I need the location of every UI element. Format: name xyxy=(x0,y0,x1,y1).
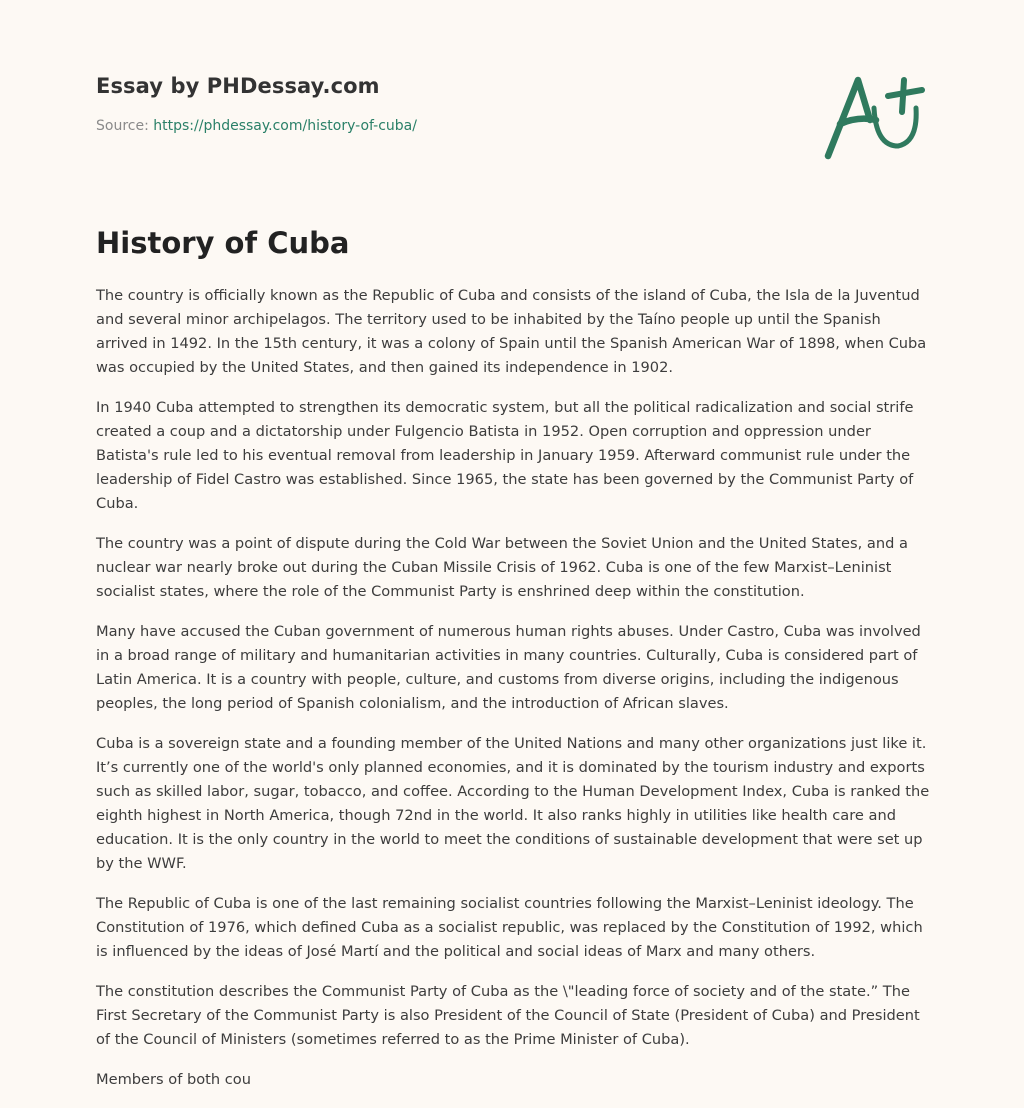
article-body xyxy=(96,284,936,1108)
paragraph: The Republic of Cuba is one of the last remaining socialist countries following the Marxist–Leninist ideology. The Constitution of 1976, which defined Cuba as a socialist republic, was replaced by the Constitution of 1992, which is influenced by the ideas of José Martí and the political and social ideas of Marx and many others. xyxy=(96,895,923,960)
paragraph: The constitution describes the Communist Party of Cuba as the \"leading force of society and of the state.” The First Secretary of the Communist Party is also President of the Council of State (President of Cuba) and President of the Council of Ministers (sometimes referred to as the Prime Minister of Cuba). xyxy=(96,983,920,1048)
site-title: Essay by PHDessay.com xyxy=(96,74,380,98)
a-plus-grade-icon xyxy=(818,64,938,168)
paragraph: The country is officially known as the Republic of Cuba and consists of the island of Cuba, the Isla de la Juventud and several minor archipelagos. The territory used to be inhabited by the Taíno people up until the Spanish arrived in 1492. In the 15th century, it was a colony of Spain until the Spanish American War of 1898, when Cuba was occupied by the United States, and then gained its independence in 1902. xyxy=(96,287,927,376)
paragraph: In 1940 Cuba attempted to strengthen its democratic system, but all the political radicalization and social strife created a coup and a dictatorship under Fulgencio Batista in 1952. Open corruption and oppression under Batista's rule led to his eventual removal from leadership in January 1959. Afterward communist rule under the leadership of Fidel Castro was established. Since 1965, the state has been governed by the Communist Party of Cuba. xyxy=(96,399,914,512)
source-link[interactable]: https://phdessay.com/history-of-cuba/ xyxy=(153,118,417,134)
essay-header xyxy=(96,74,417,134)
paragraph: Many have accused the Cuban government of numerous human rights abuses. Under Castro, Cuba was involved in a broad range of military and humanitarian activities in many countries. Culturally, Cuba is considered part of Latin America. It is a country with people, culture, and customs from diverse origins, including the indigenous peoples, the long period of Spanish colonialism, and the introduction of African slaves. xyxy=(96,623,921,712)
paragraph: Cuba is a sovereign state and a founding member of the United Nations and many other organizations just like it. It’s currently one of the world's only planned economies, and it is dominated by the tourism industry and exports such as skilled labor, sugar, tobacco, and coffee. According to the Human Development Index, Cuba is ranked the eighth highest in North America, though 72nd in the world. It also ranks highly in utilities like health care and education. It is the only country in the world to meet the conditions of sustainable development that were set up by the WWF. xyxy=(96,735,930,872)
source-label: Source: xyxy=(96,118,154,134)
article-title: History of Cuba xyxy=(96,226,350,260)
paragraph-truncated: Members of both cou xyxy=(96,1071,251,1088)
paragraph: The country was a point of dispute during the Cold War between the Soviet Union and the United States, and a nuclear war nearly broke out during the Cuban Missile Crisis of 1962. Cuba is one of the few Marxist–Leninist socialist states, where the role of the Communist Party is enshrined deep within the constitution. xyxy=(96,535,908,600)
source-line xyxy=(96,118,417,134)
